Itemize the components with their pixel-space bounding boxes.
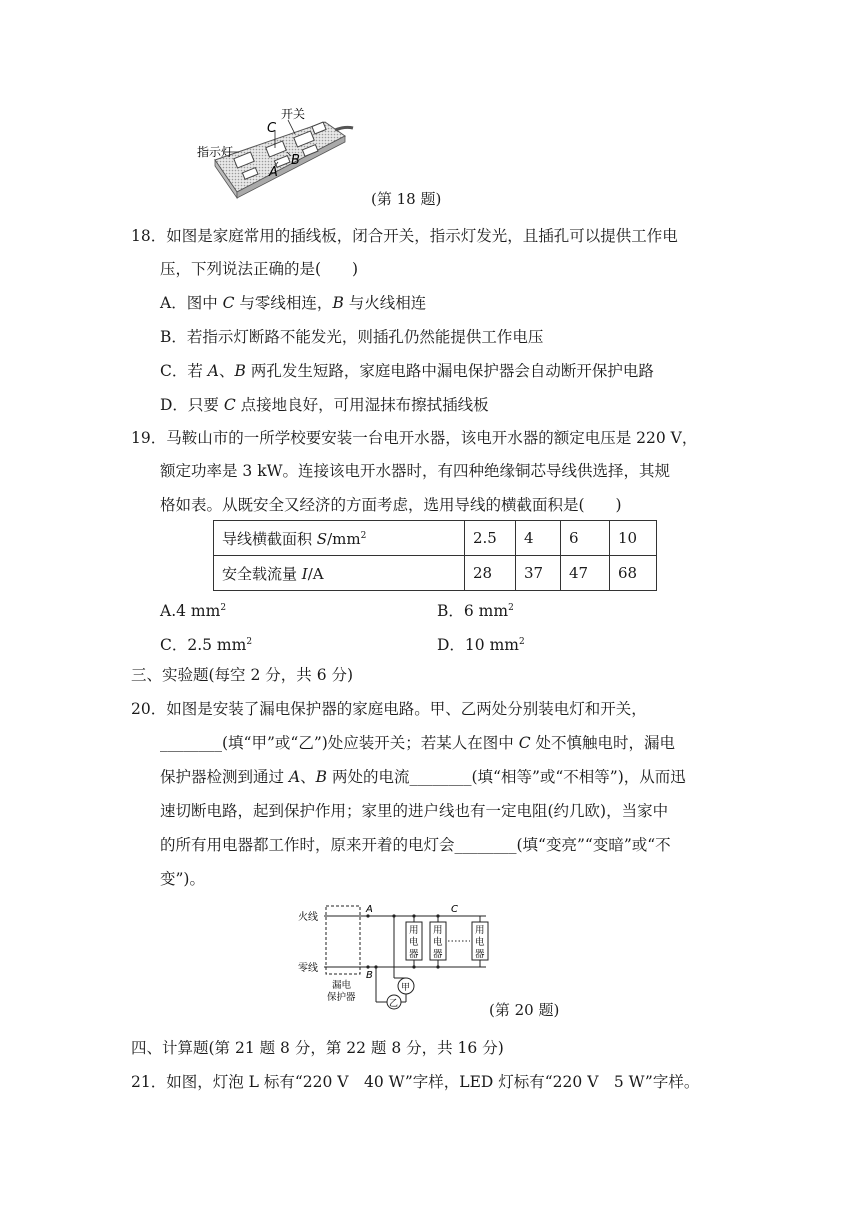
table-cell: 28 <box>465 556 516 591</box>
q18-option-b: B．若指示灯断路不能发光，则插孔仍然能提供工作电压 <box>160 328 544 346</box>
table-row <box>214 556 657 591</box>
q18-option-a: A．图中 C 与零线相连，B 与火线相连 <box>160 294 427 312</box>
table-cell: 37 <box>516 556 561 591</box>
point-a-label: A <box>269 165 278 180</box>
table-cell: 安全载流量 I/A <box>214 556 465 591</box>
q19-option-d: D．10 $mm^2$ <box>437 636 525 655</box>
q19-stem-line1: 19．马鞍山市的一所学校要安装一台电开水器，该电开水器的额定电压是 220 V， <box>131 429 698 447</box>
indicator-label: 指示灯 <box>197 145 234 159</box>
point-a-label: A <box>366 904 373 915</box>
figure-18-caption: (第 18 题) <box>371 190 442 208</box>
wire-spec-table <box>213 520 657 591</box>
appliance-char-2: 电 <box>409 937 419 948</box>
point-c-label: C <box>267 121 277 136</box>
table-cell: 68 <box>610 556 657 591</box>
table-cell: 6 <box>561 521 610 556</box>
circuit-diagram <box>296 900 496 1012</box>
table-cell: 导线横截面积 $S/mm^2$ <box>214 521 465 556</box>
section-3-title: 三、实验题(每空 2 分，共 6 分) <box>131 666 354 684</box>
q20-line4: 速切断电路，起到保护作用；家里的进户线也有一定电阻(约几欧)，当家中 <box>160 802 669 820</box>
table-cell: 4 <box>516 521 561 556</box>
table-row <box>214 521 657 556</box>
table-cell: 10 <box>610 521 657 556</box>
section-4-title: 四、计算题(第 21 题 8 分，第 22 题 8 分，共 16 分) <box>131 1039 504 1057</box>
appliance-char-2: 电 <box>433 937 443 948</box>
q18-option-d: D．只要 C 点接地良好，可用湿抹布擦拭插线板 <box>160 396 489 414</box>
protector-label-2: 保护器 <box>327 992 356 1003</box>
q21-line1: 21．如图，灯泡 L 标有“220 V 40 W”字样，LED 灯标有“220 V 5 W”字样。 <box>131 1073 700 1091</box>
appliance-char-1: 用 <box>475 925 485 936</box>
point-b-label: B <box>366 970 373 981</box>
q20-line1: 20．如图是安装了漏电保护器的家庭电路。甲、乙两处分别装电灯和开关， <box>131 700 647 718</box>
q19-option-b: B．6 $mm^2$ <box>437 602 514 621</box>
yi-label: 乙 <box>389 999 399 1009</box>
q19-option-a: A.4 $mm^2$ <box>160 602 227 621</box>
neutral-wire-label: 零线 <box>298 963 318 974</box>
protector-label-1: 漏电 <box>332 980 352 991</box>
appliance-char-2: 电 <box>475 937 485 948</box>
q18-stem-line2: 压，下列说法正确的是( ) <box>160 260 359 278</box>
point-b-label: B <box>291 153 300 168</box>
q19-stem-line3: 格如表。从既安全又经济的方面考虑，选用导线的横截面积是( ) <box>160 496 622 514</box>
appliance-char-1: 用 <box>409 925 419 936</box>
appliance-char-3: 器 <box>409 949 419 960</box>
q20-line3: 保护器检测到通过 A、B 两处的电流________(填“相等”或“不相等”)，从而迅 <box>160 768 686 786</box>
jia-label: 甲 <box>401 983 411 993</box>
point-c-label: C <box>451 904 458 915</box>
table-cell: 2.5 <box>465 521 516 556</box>
q20-line6: 变”)。 <box>160 870 205 888</box>
q18-stem-line1: 18．如图是家庭常用的插线板，闭合开关，指示灯发光，且插孔可以提供工作电 <box>131 227 678 245</box>
power-strip-figure <box>195 100 365 200</box>
live-wire-label: 火线 <box>298 912 318 923</box>
q18-option-c: C．若 A、B 两孔发生短路，家庭电路中漏电保护器会自动断开保护电路 <box>160 362 654 380</box>
q19-stem-line2: 额定功率是 3 kW。连接该电开水器时，有四种绝缘铜芯导线供选择，其规 <box>160 462 671 480</box>
q20-line5: 的所有用电器都工作时，原来开着的电灯会________(填“变亮”“变暗”或“不 <box>160 836 671 854</box>
figure-20-caption: (第 20 题) <box>489 1001 560 1019</box>
q19-option-c: C．2.5 $mm^2$ <box>160 636 253 655</box>
table-cell: 47 <box>561 556 610 591</box>
appliance-char-1: 用 <box>433 925 443 936</box>
switch-label: 开关 <box>281 107 306 121</box>
appliance-char-3: 器 <box>475 949 485 960</box>
q20-line2: ________(填“甲”或“乙”)处应装开关；若某人在图中 C 处不慎触电时，漏电 <box>160 734 676 752</box>
appliance-char-3: 器 <box>433 949 443 960</box>
